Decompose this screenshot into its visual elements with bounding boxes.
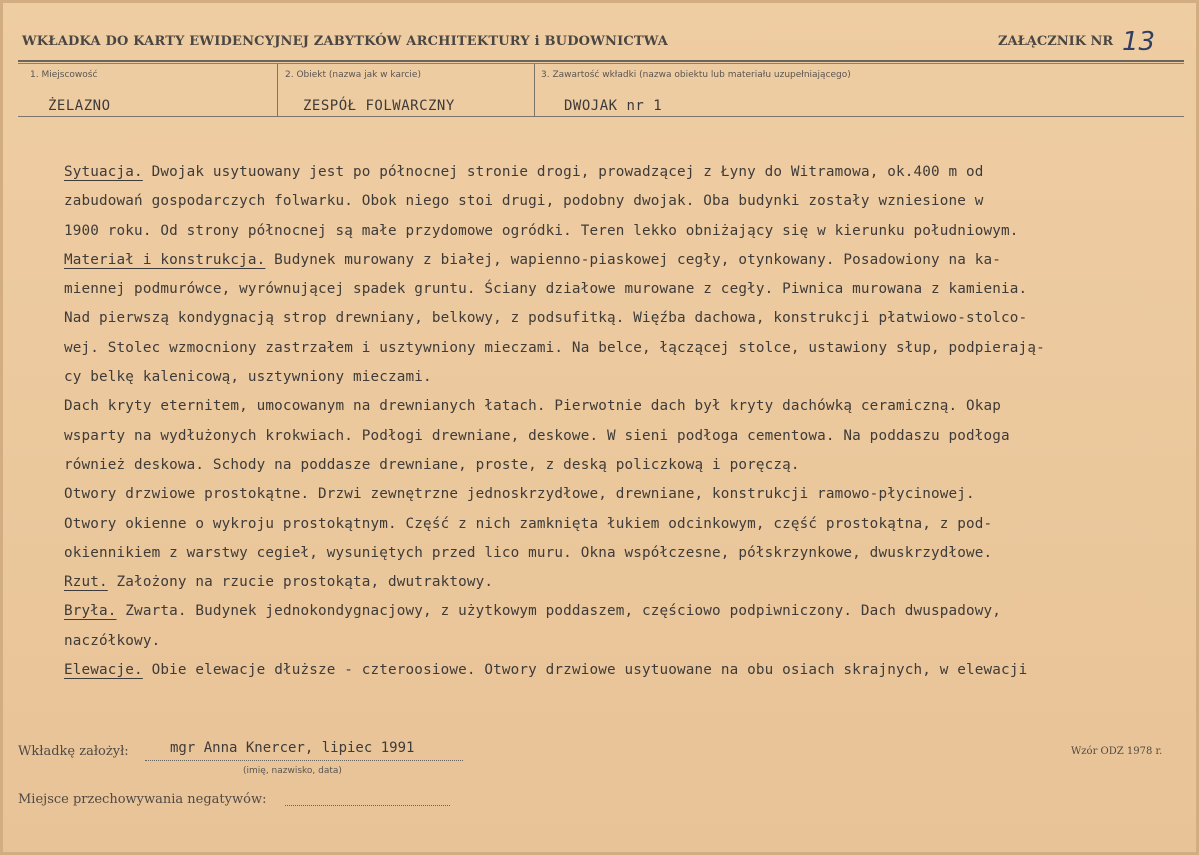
description-text-span: cy belkę kalenicową, usztywniony mieczami.: [64, 369, 432, 386]
description-line: [64, 275, 1194, 304]
description-text-span: okiennikiem z warstwy cegieł, wysuniętych przed lico muru. Okna współczesne, półskrzynkowe, dwuskrzydłowe.: [64, 544, 993, 561]
description-line: [64, 539, 1194, 568]
description-line: [64, 451, 1194, 480]
description-line: [64, 187, 1194, 216]
author-value: mgr Anna Knercer, lipiec 1991: [170, 740, 415, 756]
description-line: [64, 510, 1194, 539]
description-text-span: zabudowań gospodarczych folwarku. Obok niego stoi drugi, podobny dwojak. Oba budynki zostały wzniesione w: [64, 193, 984, 210]
description-line: [64, 304, 1194, 333]
description-line: [64, 422, 1194, 451]
description-text-span: naczółkowy.: [64, 632, 161, 649]
description-text-span: Dach kryty eternitem, umocowanym na drewnianych łatach. Pierwotnie dach był kryty dachówką ceramiczną. Okap: [64, 398, 1002, 415]
description-line: [64, 480, 1194, 509]
description-line: [64, 158, 1194, 187]
card-title: WKŁADKA DO KARTY EWIDENCYJNEJ ZABYTKÓW ARCHITEKTURY i BUDOWNICTWA: [22, 34, 669, 49]
field-value-locality: ŻELAZNO: [48, 98, 111, 114]
description-text-span: Otwory okienne o wykroju prostokątnym. Część z nich zamknięta łukiem odcinkowym, część prostokątna, z pod-: [64, 515, 993, 532]
description-text-span: miennej podmurówce, wyrównującej spadek gruntu. Ściany działowe murowane z cegły. Piwnica murowana z kamienia.: [64, 281, 1028, 298]
section-heading: Elewacje.: [64, 662, 143, 679]
description-text-span: Zwarta. Budynek jednokondygnacjowy, z użytkowym poddaszem, częściowo podpiwniczony. Dach dwuspadowy,: [116, 603, 1002, 620]
author-hint: (imię, nazwisko, data): [243, 766, 342, 776]
description-text-span: wsparty na wydłużonych krokwiach. Podłogi drewniane, deskowe. W sieni podłoga cementowa. Na poddaszu podłoga: [64, 427, 1010, 444]
description-line: [64, 656, 1194, 685]
description-text: [64, 158, 1194, 685]
description-line: [64, 568, 1194, 597]
description-line: [64, 627, 1194, 656]
description-text-span: Nad pierwszą kondygnacją strop drewniany, belkowy, z podsufitką. Więźba dachowa, konstrukcji płatwiowo-stolco-: [64, 310, 1028, 327]
field-divider: [534, 64, 535, 116]
section-heading: Rzut.: [64, 574, 108, 591]
description-line: [64, 217, 1194, 246]
fields-bottom-rule: [18, 116, 1184, 117]
description-line: [64, 363, 1194, 392]
negatives-label: Miejsce przechowywania negatywów:: [18, 792, 267, 807]
description-text-span: wej. Stolec wzmocniony zastrzałem i usztywniony mieczami. Na belce, łączącej stolce, ustawiony słup, podpierają-: [64, 339, 1045, 356]
description-text-span: również deskowa. Schody na poddasze drewniane, proste, z deską policzkową i poręczą.: [64, 456, 800, 473]
description-line: [64, 392, 1194, 421]
annex-number: 13: [1122, 27, 1156, 57]
description-text-span: Założony na rzucie prostokąta, dwutraktowy.: [107, 574, 494, 591]
description-text-span: Dwojak usytuowany jest po północnej stronie drogi, prowadzącej z Łyny do Witramowa, ok.400 m od: [142, 164, 984, 180]
field-label-contents: 3. Zawartość wkładki (nazwa obiektu lub materiału uzupełniającego): [541, 70, 851, 80]
field-label-locality: 1. Miejscowość: [30, 70, 98, 80]
description-line: [64, 334, 1194, 363]
header-rule-thin: [18, 63, 1184, 64]
description-line: [64, 246, 1194, 275]
description-line: [64, 597, 1194, 626]
annex-label: ZAŁĄCZNIK NR: [998, 34, 1114, 49]
negatives-dotline: [285, 805, 450, 806]
author-label: Wkładkę założył:: [18, 744, 129, 759]
section-heading: Sytuacja.: [64, 164, 143, 180]
field-divider: [277, 64, 278, 116]
form-number: Wzór ODZ 1978 r.: [1071, 746, 1163, 757]
description-text-span: Budynek murowany z białej, wapienno-piaskowej cegły, otynkowany. Posadowiony na ka-: [265, 251, 1002, 268]
description-text-span: Obie elewacje dłuższe - czteroosiowe. Otwory drzwiowe usytuowane na obu osiach skrajnych, w elewacji: [142, 662, 1028, 679]
author-dotline: [145, 760, 463, 761]
section-heading: Materiał i konstrukcja.: [64, 251, 266, 268]
description-text-span: Otwory drzwiowe prostokątne. Drzwi zewnętrzne jednoskrzydłowe, drewniane, konstrukcji ramowo-płycinowej.: [64, 486, 975, 503]
field-value-object: ZESPÓŁ FOLWARCZNY: [303, 98, 455, 114]
description-text-span: 1900 roku. Od strony północnej są małe przydomowe ogródki. Teren lekko obniżający się w kierunku południowym.: [64, 222, 1019, 239]
header-rule: [18, 60, 1184, 62]
field-label-object: 2. Obiekt (nazwa jak w karcie): [285, 70, 421, 80]
section-heading: Bryła.: [64, 603, 117, 620]
field-value-contents: DWOJAK nr 1: [564, 98, 663, 114]
